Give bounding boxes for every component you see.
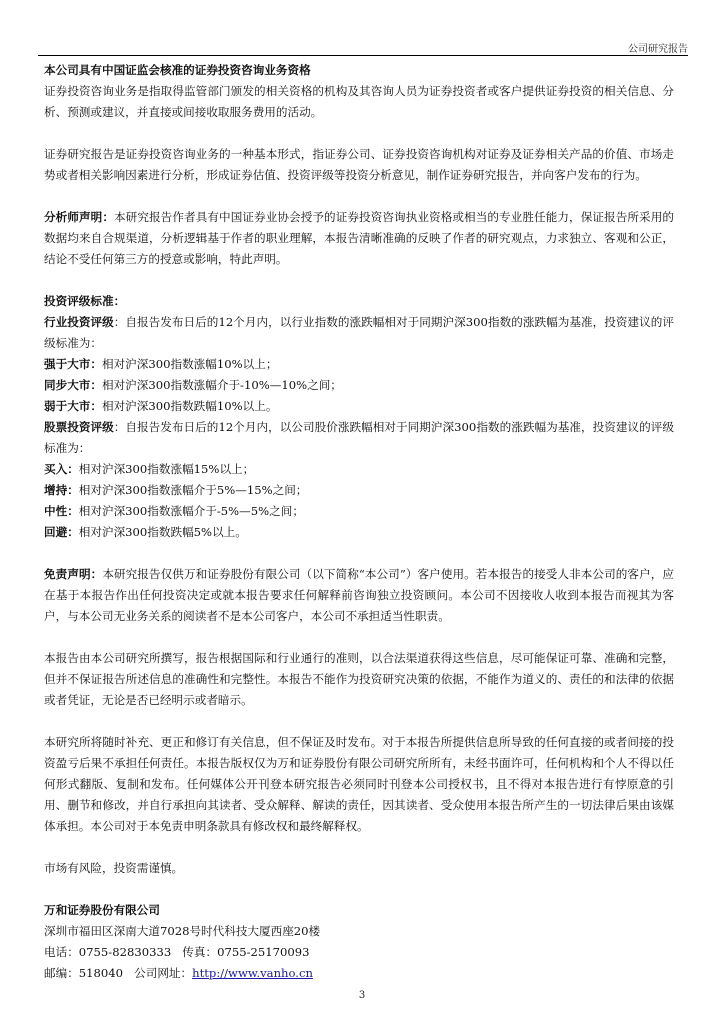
industry-rating-item: 弱于大市：相对沪深300指数跌幅10%以上。	[44, 399, 278, 413]
report-definition-text: 证券研究报告是证券投资咨询业务的一种基本形式，指证券公司、证券投资咨询机构对证券及证券相关产品的价值、市场走势或者相关影响因素进行分析，形成证券估值、投资评级等投资分析意见，制作证券研究报告，并向客户发布的行为。	[44, 147, 674, 182]
company-zip: 518040	[78, 966, 124, 980]
analyst-statement-label: 分析师声明：	[44, 210, 115, 224]
company-website-link[interactable]: http://www.vanho.cn	[192, 966, 313, 980]
company-phone: 0755-82830333	[78, 945, 172, 959]
company-address: 深圳市福田区深南大道7028号时代科技大厦西座20楼	[44, 924, 321, 938]
company-fax: 0755-25170093	[217, 945, 310, 959]
risk-notice: 市场有风险，投资需谨慎。	[44, 861, 184, 875]
industry-rating-label: 行业投资评级	[44, 315, 114, 329]
page-number: 3	[358, 990, 366, 1001]
industry-rating-text: ：自报告发布日后的12个月内，以行业指数的涨跌幅相对于同期沪深300指数的涨跌幅为基准，投资建议的评级标准为：	[44, 315, 674, 350]
disclaimer-paragraph-2: 本报告由本公司研究所撰写，报告根据国际和行业通行的准则，以合法渠道获得这些信息，尽可能保证可靠、准确和完整，但并不保证报告所述信息的准确性和完整性。本报告不能作为投资研究决策的依据，不能作为道义的、责任的和法律的依据或者凭证，无论是否已经明示或者暗示。	[44, 651, 674, 707]
industry-rating	[44, 312, 674, 354]
stock-rating	[44, 417, 674, 459]
rating-title: 投资评级标准：	[44, 294, 126, 308]
qualification-text: 证券投资咨询业务是指取得监管部门颁发的相关资格的机构及其咨询人员为证券投资者或客户提供证券投资的相关信息、分析、预测或建议，并直接或间接收取服务费用的活动。	[44, 84, 674, 119]
company-contact: 电话：0755-82830333 传真：0755-25170093	[44, 945, 310, 959]
company-name: 万和证券股份有限公司	[44, 903, 160, 917]
disclaimer-text: 本研究报告仅供万和证券股份有限公司（以下简称“本公司”）客户使用。若本报告的接受人非本公司的客户，应在基于本报告作出任何投资决定或就本报告要求任何解释前咨询独立投资顾问。本公司不因接收人收到本报告而视其为客户，与本公司无业务关系的阅读者不是本公司客户，本公司不承担适当性职责。	[44, 567, 674, 623]
stock-rating-text: ：自报告发布日后的12个月内，以公司股价涨跌幅相对于同期沪深300指数的涨跌幅为基准，投资建议的评级标准为：	[44, 420, 674, 455]
stock-rating-item: 买入：相对沪深300指数涨幅15%以上；	[44, 462, 255, 476]
header-divider	[38, 55, 688, 56]
industry-rating-item: 同步大市：相对沪深300指数涨幅介于-10%—10%之间；	[44, 378, 342, 392]
analyst-statement	[44, 207, 674, 270]
disclaimer-paragraph-3: 本研究所将随时补充、更正和修订有关信息，但不保证及时发布。对于本报告所提供信息所导致的任何直接的或者间接的投资盈亏后果不承担任何责任。本报告版权仅为万和证券股份有限公司研究所所有，未经书面许可，任何机构和个人不得以任何形式翻版、复制和发布。任何媒体公开刊登本研究报告必须同时刊登本公司授权书，且不得对本报告进行有悖原意的引用、删节和修改，并自行承担向其读者、受众解释、解读的责任，因其读者、受众使用本报告所产生的一切法律后果由该媒体承担。本公司对于本免责申明条款具有修改权和最终解释权。	[44, 735, 674, 833]
analyst-statement-text: 本研究报告作者具有中国证券业协会授予的证券投资咨询执业资格或相当的专业胜任能力，保证报告所采用的数据均来自合规渠道，分析逻辑基于作者的职业理解，本报告清晰准确的反映了作者的研究观点，力求独立、客观和公正，结论不受任何第三方的授意或影响，特此声明。	[44, 210, 674, 266]
stock-rating-item: 回避：相对沪深300指数跌幅5%以上。	[44, 525, 247, 539]
company-zip-web: 邮编：518040 公司网址：http://www.vanho.cn	[44, 966, 313, 980]
document-body	[44, 60, 674, 984]
industry-rating-item: 强于大市：相对沪深300指数涨幅10%以上；	[44, 357, 278, 371]
disclaimer	[44, 564, 674, 627]
stock-rating-item: 增持：相对沪深300指数涨幅介于5%—15%之间；	[44, 483, 308, 497]
page-header-label: 公司研究报告	[628, 44, 688, 55]
disclaimer-label: 免责声明：	[44, 567, 103, 581]
qualification-title: 本公司具有中国证监会核准的证券投资咨询业务资格	[44, 63, 311, 77]
stock-rating-item: 中性：相对沪深300指数涨幅介于-5%—5%之间；	[44, 504, 304, 518]
stock-rating-label: 股票投资评级	[44, 420, 114, 434]
